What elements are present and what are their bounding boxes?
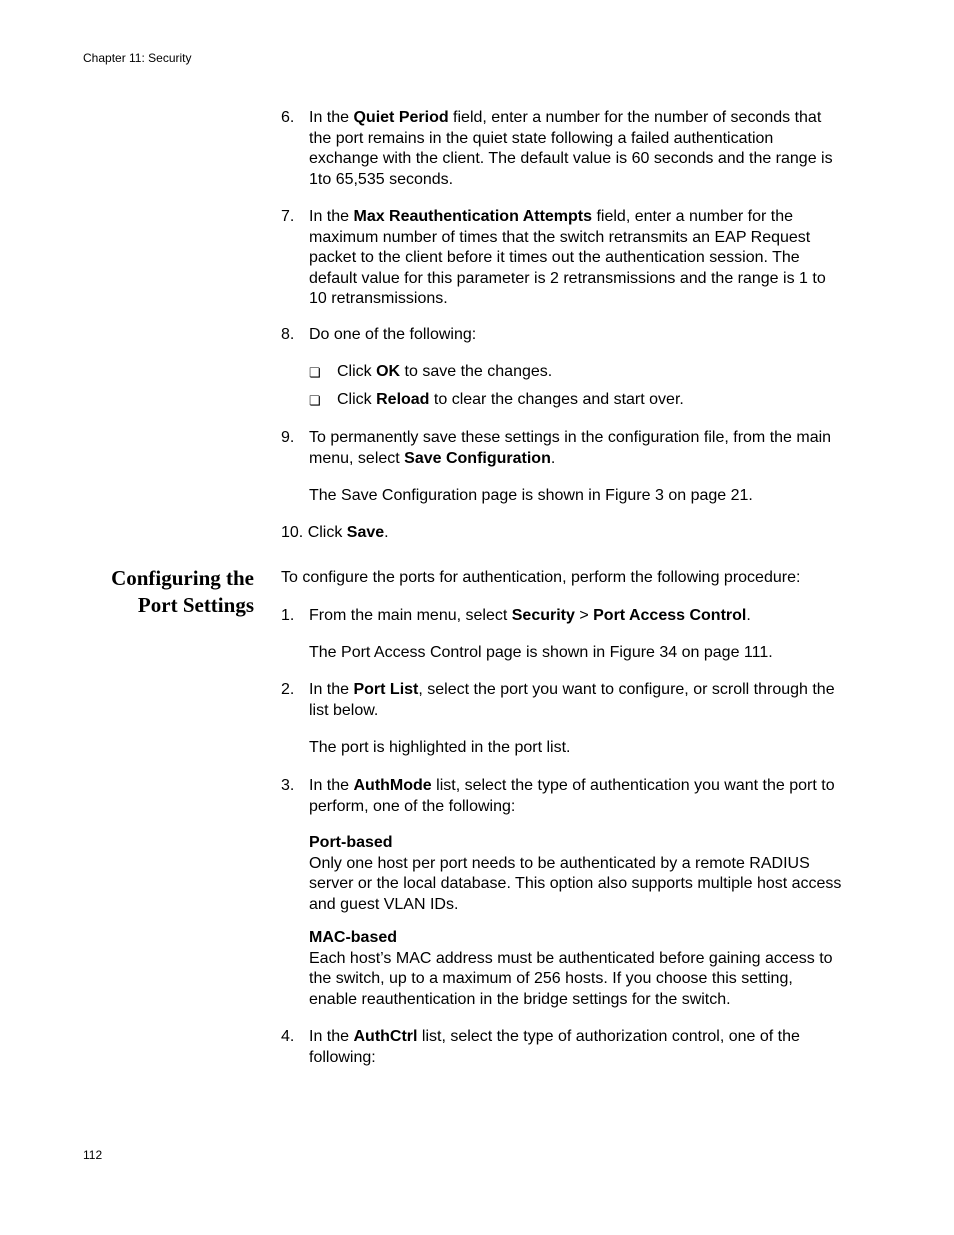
- bullet-ok: Click OK to save the changes.: [337, 363, 553, 380]
- step-2-note: The port is highlighted in the port list.: [309, 739, 571, 756]
- step-9-note: The Save Configuration page is shown in Figure 3 on page 21.: [309, 487, 753, 504]
- step-9-text: To permanently save these settings in the configuration file, from the main menu, select Save Configuration.: [309, 429, 832, 467]
- step-4-text: In the AuthCtrl list, select the type of authorization control, one of the following:: [309, 1028, 800, 1066]
- step-3-text: In the AuthMode list, select the type of authentication you want the port to perform, one of the following:: [309, 777, 835, 815]
- running-header: Chapter 11: Security: [83, 51, 192, 65]
- page-number: 112: [83, 1148, 103, 1162]
- port-based-title: Port-based: [309, 834, 393, 851]
- step-6-text: In the Quiet Period field, enter a number for the number of seconds that the port remains in the quiet state following a failed authentication exchange with the client. The default value is 60 seconds and the range is 1to 65,535 seconds.: [309, 109, 833, 188]
- checkbox-bullet-icon: ❏: [309, 393, 321, 408]
- mac-based-option: [309, 928, 844, 1010]
- step-3-number: 3.: [281, 777, 295, 794]
- step-10-text: 10. Click Save.: [281, 524, 389, 541]
- port-based-option: [309, 833, 844, 915]
- step-7-number: 7.: [281, 208, 295, 225]
- bullet-reload: Click Reload to clear the changes and start over.: [337, 391, 684, 408]
- max-reauth-label: Max Reauthentication Attempts: [353, 208, 593, 225]
- step-8-text: Do one of the following:: [309, 326, 477, 343]
- step-2-text: In the Port List, select the port you want to configure, or scroll through the list below.: [309, 681, 835, 719]
- step-8-number: 8.: [281, 326, 295, 343]
- step-4-number: 4.: [281, 1028, 295, 1045]
- step-2-number: 2.: [281, 681, 295, 698]
- quiet-period-label: Quiet Period: [353, 109, 449, 126]
- step-6-number: 6.: [281, 109, 295, 126]
- section-heading: Configuring the Port Settings: [111, 566, 254, 617]
- step-9-number: 9.: [281, 429, 295, 446]
- step-1-text: From the main menu, select Security > Port Access Control.: [309, 607, 751, 624]
- step-1-note: The Port Access Control page is shown in Figure 34 on page 111.: [309, 644, 773, 661]
- port-based-description: Only one host per port needs to be authenticated by a remote RADIUS server or the local database. This option also supports multiple host access and guest VLAN IDs.: [309, 854, 842, 913]
- mac-based-description: Each host’s MAC address must be authenticated before gaining access to the switch, up to a maximum of 256 hosts. If you choose this setting, enable reauthentication in the bridge settings for the switch.: [309, 949, 833, 1008]
- checkbox-bullet-icon: ❏: [309, 365, 321, 380]
- section-intro: To configure the ports for authentication, perform the following procedure:: [281, 569, 801, 586]
- step-1-number: 1.: [281, 607, 295, 624]
- step-7-text: In the Max Reauthentication Attempts field, enter a number for the maximum number of times that the switch retransmits an EAP Request packet to the client before it times out the authentication session. The default value for this parameter is 2 retransmissions and the range is 1 to 10 retransmissions.: [309, 208, 826, 307]
- mac-based-title: MAC-based: [309, 929, 398, 946]
